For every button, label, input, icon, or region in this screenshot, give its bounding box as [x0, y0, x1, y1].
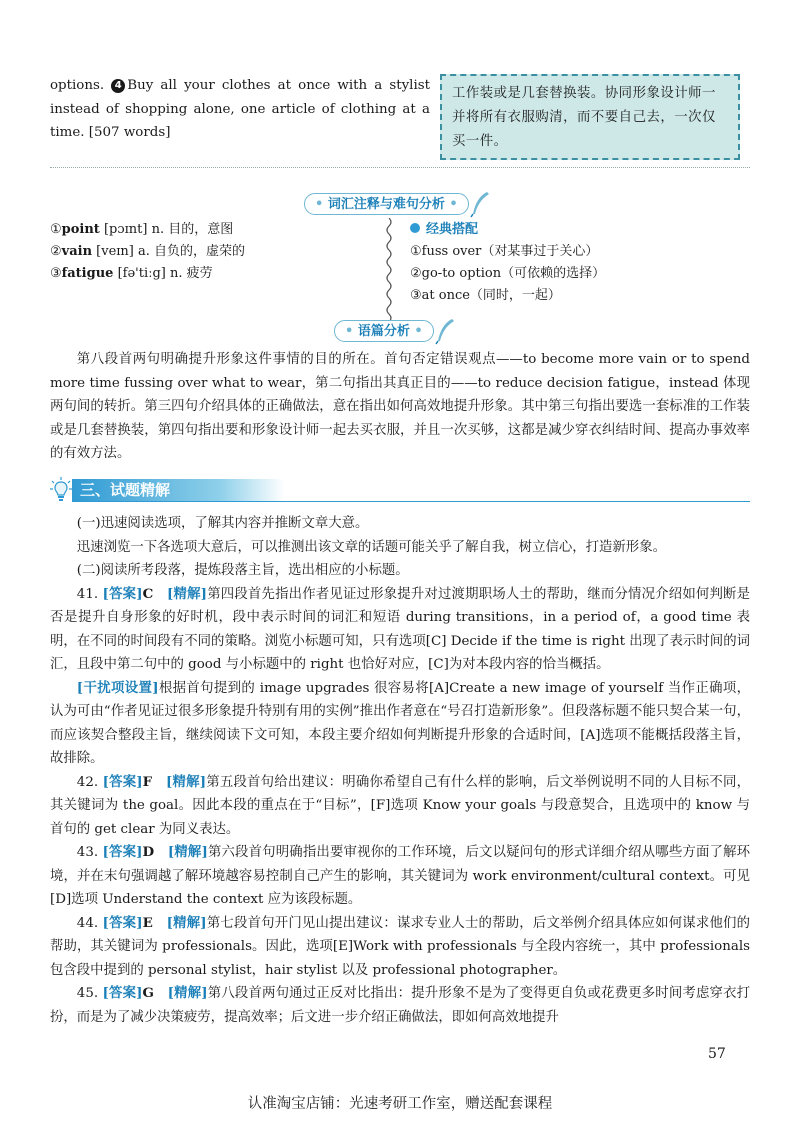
quill-icon [434, 317, 456, 345]
discourse-title-pill: • 语篇分析 • [334, 320, 434, 342]
vocab-item: ①point [pɔɪnt] n. 目的，意图 [50, 222, 234, 237]
section-title: 三、试题精解 [80, 481, 171, 499]
answers-body [50, 512, 750, 1029]
answer-45: 45. [答案]G [精解]第八段首两句通过正反对比指出：提升形象不是为了变得更自负或花费更多时间考虑穿衣打扮，而是为了减少决策疲劳，提高效率；后文进一步介绍正确做法，即如何高效地提升 [50, 985, 751, 1025]
chain-divider [384, 218, 394, 322]
passage-end [50, 74, 430, 145]
page-number: 57 [708, 1046, 726, 1062]
collocations-title-row [410, 219, 750, 241]
answer-42: 42. [答案]F [精解]第五段首句给出建议：明确你希望自己有什么样的影响，后文举例说明不同的人目标不同，其关键词为 the goal。因此本段的重点在于“目标”，[F]选项 Know your goals 与段意契合，且选项中的 know 与首句的 get clear 为同义表达。 [50, 773, 750, 837]
intro-step-2: (二)阅读所考段落，提炼段落主旨，选出相应的小标题。 [76, 563, 409, 578]
answer-43: 43. [答案]D [精解]第六段首句明确指出要审视你的工作环境，后文以疑问句的形式详细介绍从哪些方面了解环境，并在末句强调越了解环境越容易控制自己产生的影响，其关键词为 work environment/cultural context。可见[D]选项 Understand the context 应为该段标题。 [50, 844, 751, 907]
footer-note: 认准淘宝店铺：光速考研工作室，赠送配套课程 [247, 1096, 553, 1112]
dotted-divider [50, 167, 750, 168]
intro-step-1: (一)迅速阅读选项，了解其内容并推断文章大意。 [76, 516, 369, 531]
discourse-text: 第八段首两句明确提升形象这件事情的目的所在。首句否定错误观点——to become more vain or to spend more time fussing over what to wear，第二句指出其真正目的——to reduce decision fatigue，instead 体现两句间的转折。第三四句介绍具体的正确做法，意在指出如何高效地提升形象。其中第三句指出要选一套标准的工作装或是几套替换装，第四句指出要和形象设计师一起去买衣服，并且一次买够，这都是减少穿衣纠结时间、提高办事效率的有效方法。 [50, 352, 750, 461]
vocab-title-pill: • 词汇注释与难句分析 • [304, 193, 469, 215]
bullet-dot-icon [410, 223, 420, 233]
passage-text-b: Buy all your clothes at once with a stylist instead of shopping alone, one article of clothing at a time. [507 words] [50, 78, 430, 140]
intro-step-1-text: 迅速浏览一下各选项大意后，可以推测出该文章的话题可能关乎了解自我，树立信心，打造新形象。 [76, 539, 666, 555]
sentence-number-badge: 4 [111, 79, 125, 93]
answer-41: 41. [答案]C [精解]第四段首先指出作者见证过形象提升对过渡期职场人士的帮助，继而分情况介绍如何判断是否是提升自身形象的好时机，段中表示时间的词汇和短语 during transitions，in a period of，a good time 表明，在不同的时间段有不同的策略。浏览小标题可知，只有选项[C] Decide if the time is right 出现了表示时间的词汇，且段中第二句中的 good 与小标题中的 right 也恰好对应，[C]为对本段内容的恰当概括。 [50, 585, 751, 672]
vocab-heading [304, 190, 491, 218]
translation-box [440, 74, 740, 160]
section-underline [72, 501, 750, 502]
vocab-title: 词汇注释与难句分析 [327, 197, 445, 212]
quill-icon [469, 190, 491, 218]
vocab-item: ②vain [veɪn] a. 自负的，虚荣的 [50, 244, 246, 259]
collocation-item: ①fuss over（对某事过于关心） [410, 244, 599, 259]
section-header [50, 477, 750, 503]
lightbulb-icon [50, 477, 72, 503]
distractor-41: [干扰项设置]根据首句提到的 image upgrades 很容易将[A]Create a new image of yourself 当作正确项，认为可由“作者见证过很多形象提升特别有用的实例”推出作者意在“号召打造新形象”。但段落标题不能只契合某一句，而应该契合整段主旨，继续阅读下文可知，本段主要介绍如何判断提升形象的合适时间，[A]选项不能概括段落主旨，故排除。 [50, 679, 750, 766]
answer-44: 44. [答案]E [精解]第七段首句开门见山提出建议：谋求专业人士的帮助，后文举例介绍具体应如何谋求他们的帮助，其关键词为 professionals。因此，选项[E]Work with professionals 与全段内容统一，其中 professionals 包含段中提到的 personal stylist，hair stylist 以及 professional photographer。 [50, 914, 751, 978]
collocation-item: ②go-to option（可依赖的选择） [410, 266, 606, 281]
collocation-item: ③at once（同时，一起） [410, 288, 561, 303]
collocations-title: 经典搭配 [426, 222, 479, 237]
vocab-item: ③fatigue [fə'tiːg] n. 疲劳 [50, 266, 213, 281]
discourse-title: 语篇分析 [357, 324, 410, 339]
passage-text-a: options. [50, 78, 112, 93]
discourse-heading [334, 317, 456, 345]
collocations-list [410, 219, 750, 307]
translation-text: 工作装或是几套替换装。协同形象设计师一并将所有衣服购清，而不要自己去，一次仅买一件。 [452, 86, 716, 149]
vocab-list [50, 219, 380, 285]
